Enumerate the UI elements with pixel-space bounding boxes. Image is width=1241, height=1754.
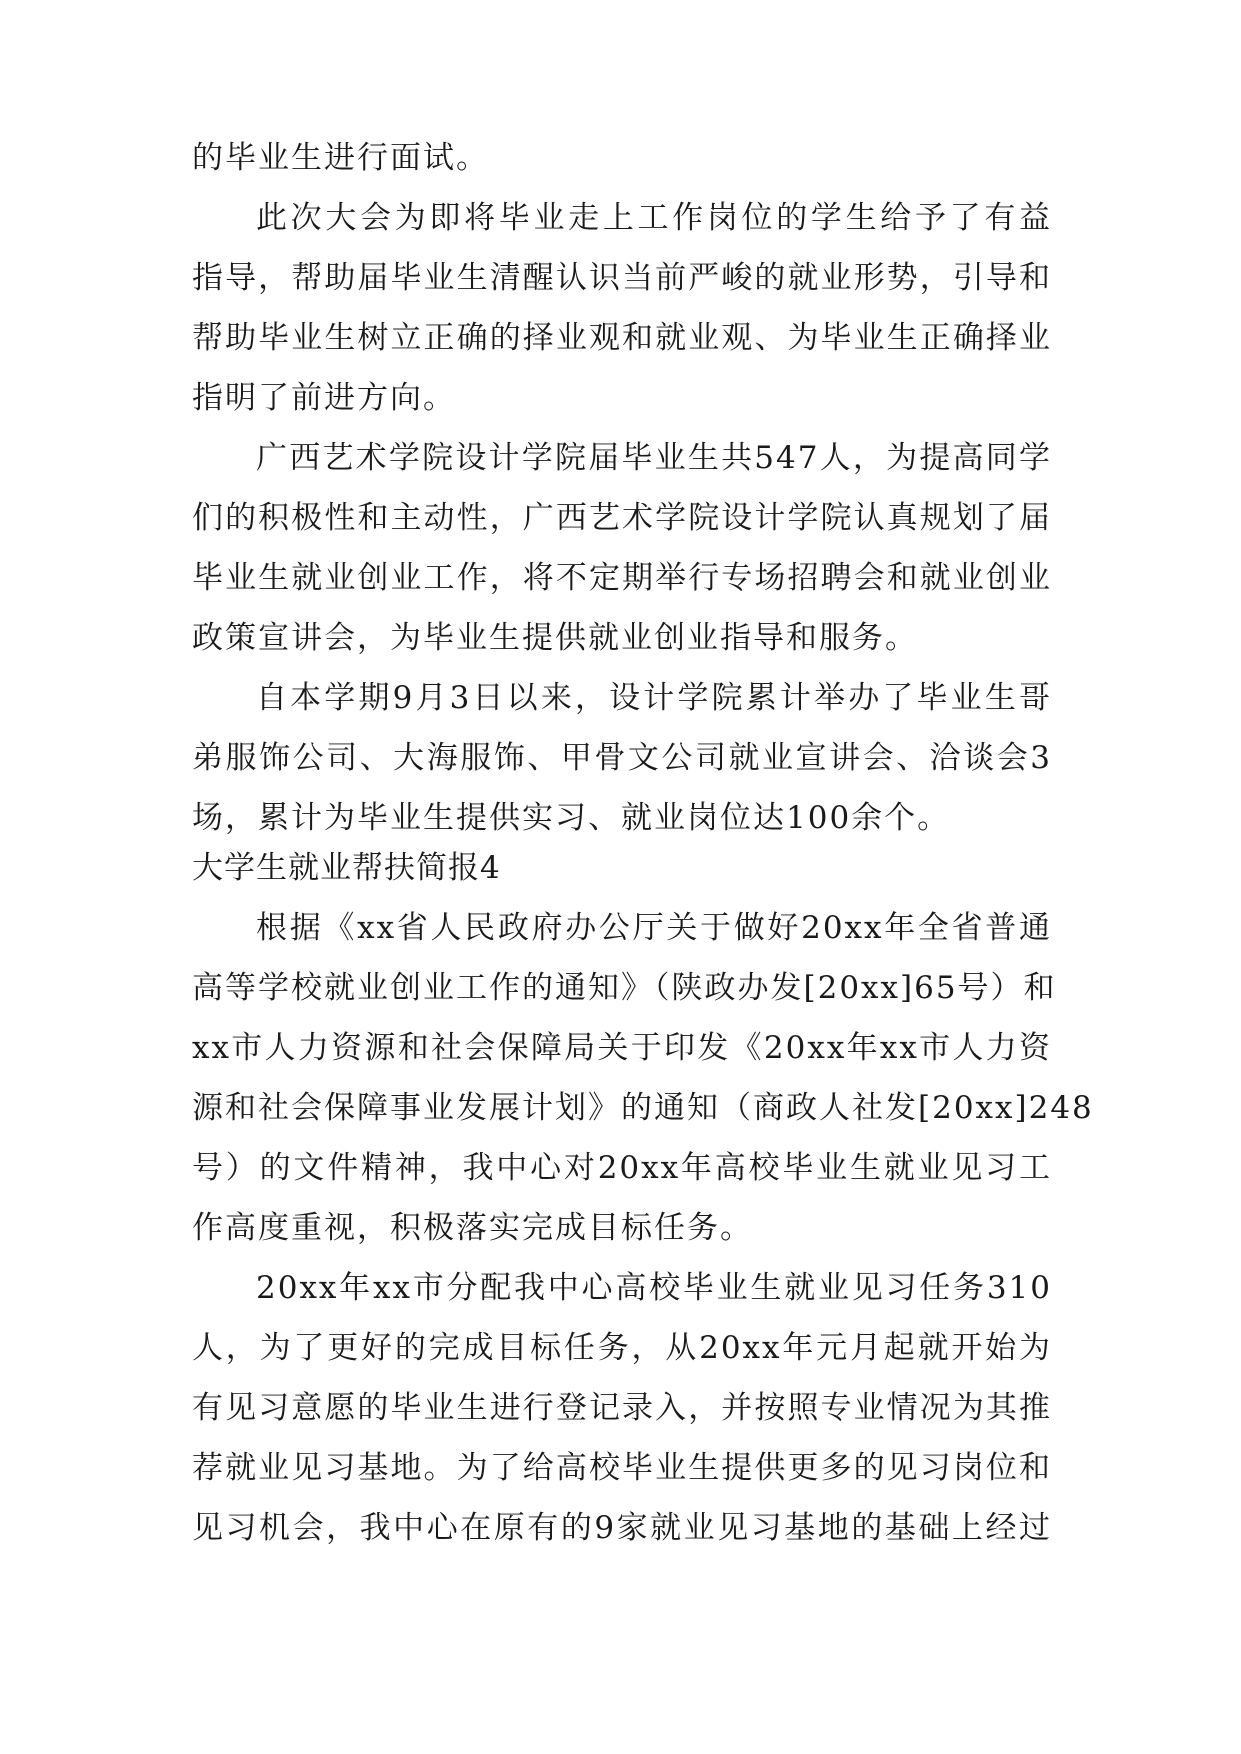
paragraph-line: 20xx年xx市分配我中心高校毕业生就业见习任务310 [256,1270,1052,1306]
paragraph-line: xx市人力资源和社会保障局关于印发《20xx年xx市人力资 [192,1030,1052,1066]
paragraph-line: 场，累计为毕业生提供实习、就业岗位达100余个。 [192,800,951,836]
section-heading: 大学生就业帮扶简报4 [192,850,501,886]
paragraph-line: 人，为了更好的完成目标任务，从20xx年元月起就开始为 [192,1330,1052,1366]
paragraph-line: 们的积极性和主动性，广西艺术学院设计学院认真规划了届 [192,500,1052,536]
paragraph-line: 号）的文件精神，我中心对20xx年高校毕业生就业见习工 [192,1150,1052,1186]
paragraph-line: 毕业生就业创业工作，将不定期举行专场招聘会和就业创业 [192,560,1052,596]
paragraph-line: 荐就业见习基地。为了给高校毕业生提供更多的见习岗位和 [192,1450,1052,1486]
paragraph-line: 有见习意愿的毕业生进行登记录入，并按照专业情况为其推 [192,1390,1052,1426]
paragraph-line: 广西艺术学院设计学院届毕业生共547人，为提高同学 [256,440,1052,476]
paragraph-line: 源和社会保障事业发展计划》的通知（商政人社发[20xx]248 [192,1090,1094,1126]
paragraph-line: 帮助毕业生树立正确的择业观和就业观、为毕业生正确择业 [192,320,1052,356]
paragraph-line: 作高度重视，积极落实完成目标任务。 [192,1210,753,1246]
paragraph-line: 此次大会为即将毕业走上工作岗位的学生给予了有益 [256,200,1052,236]
paragraph-line: 高等学校就业创业工作的通知》（陕政办发[20xx]65号）和 [192,970,1057,1006]
paragraph-line: 见习机会，我中心在原有的9家就业见习基地的基础上经过 [192,1510,1052,1546]
paragraph-line: 自本学期9月3日以来，设计学院累计举办了毕业生哥 [256,680,1052,716]
paragraph-line: 指明了前进方向。 [192,380,456,416]
paragraph-line: 的毕业生进行面试。 [192,140,489,176]
paragraph-line: 根据《xx省人民政府办公厅关于做好20xx年全省普通 [256,910,1052,946]
paragraph-line: 政策宣讲会，为毕业生提供就业创业指导和服务。 [192,620,918,656]
paragraph-line: 弟服饰公司、大海服饰、甲骨文公司就业宣讲会、洽谈会3 [192,740,1052,776]
paragraph-line: 指导，帮助届毕业生清醒认识当前严峻的就业形势，引导和 [192,260,1052,296]
